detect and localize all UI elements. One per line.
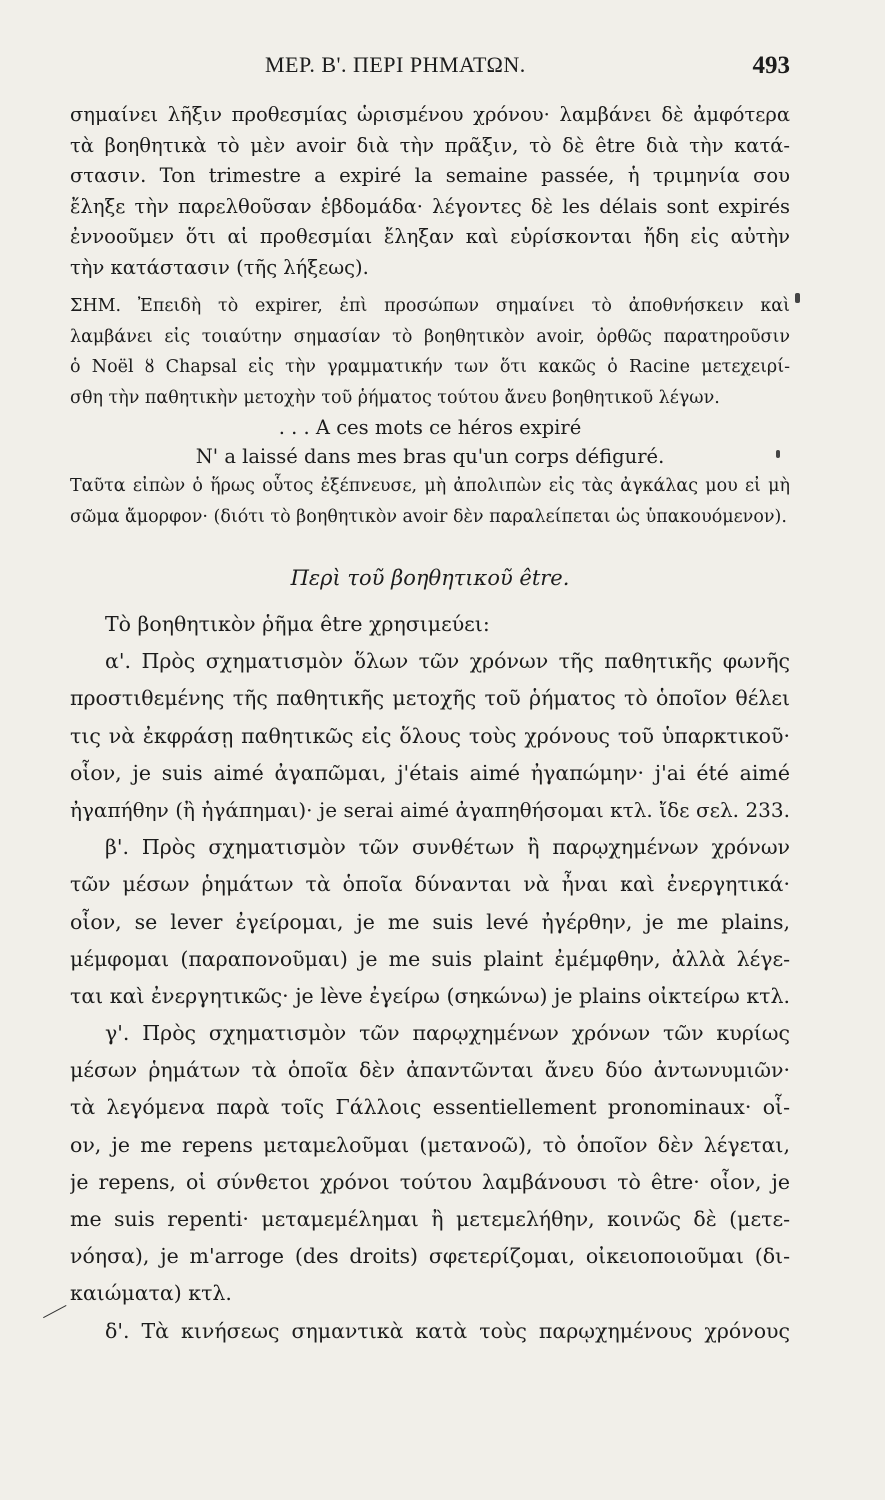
body-line: μέσων ῥημάτων τὰ ὁποῖα δὲν ἀπαντῶνται ἄνευ δύο ἀντωνυμιῶν· (70, 1058, 790, 1083)
text-line: ἐννοοῦμεν ὅτι αἱ προθεσμίαι ἔληξαν καὶ εὑρίσκονται ἤδη εἰς αὐτὴν (70, 225, 790, 248)
text-line: τὰ βοηθητικὰ τὸ μὲν avoir διὰ τὴν πρᾶξιν, τὸ δὲ être διὰ τὴν κατά- (70, 133, 790, 157)
text-line: σημαίνει λῆξιν προθεσμίας ὡρισμένου χρόνου· λαμβάνει δὲ ἀμφότερα (70, 103, 790, 126)
body-line: γ'. Πρὸς σχηματισμὸν τῶν παρῳχημένων χρόνων τῶν κυρίως (105, 1021, 790, 1046)
body-line: προστιθεμένης τῆς παθητικῆς μετοχῆς τοῦ ῥήματος τὸ ὁποῖον θέλει (70, 686, 790, 711)
body-line: τὰ λεγόμενα παρὰ τοῖς Γάλλοις essentiellement pronominaux· οἷ- (70, 1095, 790, 1120)
body-line: ται καὶ ἐνεργητικῶς· je lève ἐγείρω (σηκώνω) je plains οἰκτείρω κτλ. (70, 983, 790, 1008)
body-line: α'. Πρὸς σχηματισμὸν ὅλων τῶν χρόνων τῆς παθητικῆς φωνῆς (105, 649, 790, 674)
verse-line: . . . A ces mots ce héros expiré (278, 416, 582, 439)
body-paragraphs (70, 606, 790, 1350)
text-line: στασιν. Ton trimestre a expiré la semaine passée, ἡ τριμηνία σου (70, 164, 790, 187)
page-header (70, 52, 790, 86)
section-heading: Περὶ τοῦ βοηθητικοῦ être. (290, 566, 570, 590)
note-paragraph (70, 291, 790, 413)
body-line: μέμφομαι (παραπονοῦμαι) je me suis plaint ἐμέμφθην, ἀλλὰ λέγε- (70, 946, 790, 971)
note-line: ὁ Noël ȣ Chapsal εἰς τὴν γραμματικήν των ὅτι κακῶς ὁ Racine μετεχειρί- (70, 357, 790, 377)
body-line: τῶν μέσων ῥημάτων τὰ ὁποῖα δύνανται νὰ ἦναι καὶ ἐνεργητικά· (70, 872, 790, 897)
verse-translation (70, 471, 790, 532)
note-line: λαμβάνει εἰς τοιαύτην σημασίαν τὸ βοηθητικὸν avoir, ὀρθῶς παρατηροῦσιν (70, 326, 790, 347)
page-number: 493 (752, 52, 790, 79)
ink-speck (776, 450, 780, 458)
body-line: Τὸ βοηθητικὸν ῥῆμα être χρησιμεύει: (105, 612, 490, 636)
body-line: καιώματα) κτλ. (70, 1281, 232, 1306)
body-line: me suis repenti· μεταμεμέλημαι ἢ μετεμελήθην, κοινῶς δὲ (μετε- (70, 1207, 790, 1231)
body-line: νόησα), je m'arroge (des droits) σφετερίζομαι, οἰκειοποιοῦμαι (δι- (70, 1244, 790, 1269)
body-line: β'. Πρὸς σχηματισμὸν τῶν συνθέτων ἢ παρῳχημένων χρόνων (105, 835, 790, 860)
note-line: σθη τὴν παθητικὴν μετοχὴν τοῦ ῥήματος τούτου ἄνευ βοηθητικοῦ λέγων. (70, 387, 720, 408)
page-content (70, 100, 790, 1350)
body-line: je repens, οἱ σύνθετοι χρόνοι τούτου λαμβάνουσι τὸ être· οἷον, je (70, 1169, 790, 1194)
text-line: ἔληξε τὴν παρελθοῦσαν ἑβδομάδα· λέγοντες δὲ les délais sont expirés (70, 194, 790, 218)
running-title: ΜΕΡ. Β'. ΠΕΡΙ ΡΗΜΑΤΩΝ. (265, 52, 526, 77)
paragraph-expirer-usage (70, 100, 790, 283)
ink-speck (795, 293, 800, 303)
body-line: οἷον, se lever ἐγείρομαι, je me suis levé ἠγέρθην, je me plains, (70, 909, 790, 934)
body-line: δ'. Τὰ κινήσεως σημαντικὰ κατὰ τοὺς παρῳχημένους χρόνους (105, 1318, 790, 1343)
verse-quote (70, 413, 790, 471)
translation-line: σῶμα ἄμορφον· (διότι τὸ βοηθητικὸν avoir δὲν παραλείπεται ὡς ὑπακουόμενον). (70, 506, 787, 527)
body-line: ἠγαπήθην (ἢ ἠγάπημαι)· je serai aimé ἀγαπηθήσομαι κτλ. ἴδε σελ. 233. (70, 797, 790, 822)
text-line: τὴν κατάστασιν (τῆς λήξεως). (70, 255, 369, 279)
body-line: τις νὰ ἐκφράσῃ παθητικῶς εἰς ὅλους τοὺς χρόνους τοῦ ὑπαρκτικοῦ· (70, 723, 790, 748)
note-line: ΣΗΜ. Ἐπειδὴ τὸ expirer, ἐπὶ προσώπων σημαίνει τὸ ἀποθνήσκειν καὶ (70, 296, 790, 316)
verse-line: N' a laissé dans mes bras qu'un corps défiguré. (195, 445, 665, 468)
body-line: ον, je me repens μεταμελοῦμαι (μετανοῶ), τὸ ὁποῖον δὲν λέγεται, (70, 1132, 790, 1157)
body-line: οἷον, je suis aimé ἀγαπῶμαι, j'étais aimé ἠγαπώμην· j'ai été aimé (70, 760, 790, 785)
translation-line: Ταῦτα εἰπὼν ὁ ἥρως οὗτος ἐξέπνευσε, μὴ ἀπολιπὼν εἰς τὰς ἀγκάλας μου εἰ μὴ (70, 476, 790, 496)
margin-pen-mark (36, 1291, 67, 1318)
